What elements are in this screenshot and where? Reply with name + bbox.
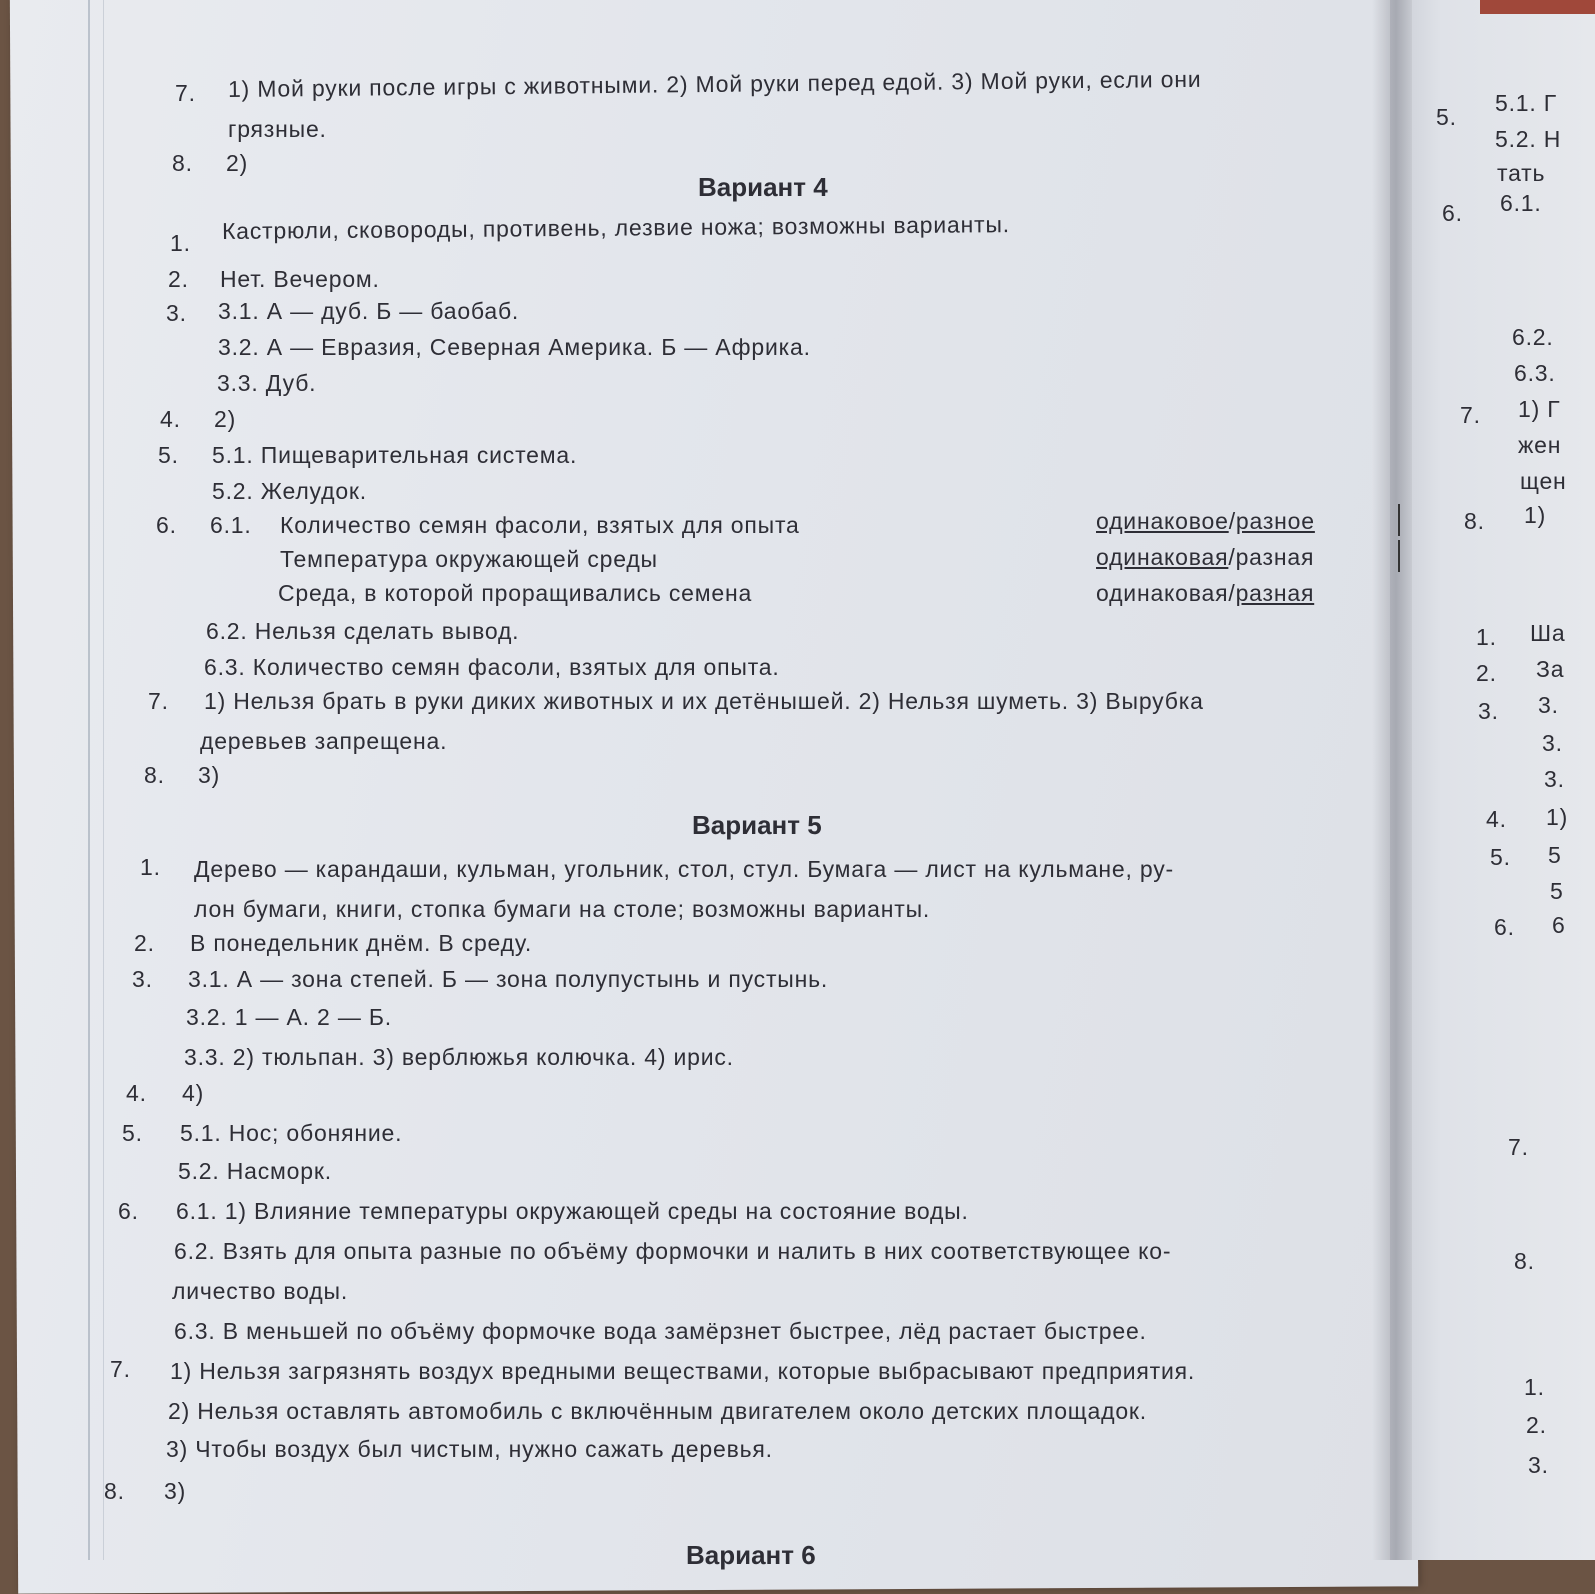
right-page-text: Ша <box>1530 620 1566 646</box>
right-page-text: 6. <box>1494 914 1515 940</box>
right-page-text: 5. <box>1436 104 1457 130</box>
answer-text: 3.2. А — Евразия, Северная Америка. Б — Африка. <box>218 334 811 360</box>
answer-text: 1) Мой руки после игры с животными. 2) Мой руки перед едой. 3) Мой руки, если они <box>227 65 1202 102</box>
answer-text: 5.2. Насморк. <box>178 1158 332 1184</box>
answer-text: 5.2. Желудок. <box>212 478 367 504</box>
answer-text: 3.3. Дуб. <box>217 370 317 396</box>
book-gutter <box>1372 0 1412 1560</box>
item-number: 2. <box>134 930 155 956</box>
right-page-text: 2. <box>1476 660 1497 686</box>
right-page-text: 5.1. Г <box>1495 90 1558 116</box>
answer-text: Дерево — карандаши, кульман, угольник, стол, стул. Бумага — лист на кульмане, ру- <box>194 856 1174 882</box>
table-row-label: Среда, в которой проращивались семена <box>278 580 753 606</box>
right-page-text: 1) Г <box>1518 396 1561 422</box>
right-page-text: 5.2. Н <box>1495 126 1562 152</box>
right-page-text: 1) <box>1524 502 1547 528</box>
answer-text: личество воды. <box>172 1278 349 1304</box>
answer-text: 2) Нельзя оставлять автомобиль с включённым двигателем около детских площадок. <box>168 1398 1147 1424</box>
answer-text: В понедельник днём. В среду. <box>190 930 533 956</box>
answer-text: 5.1. Пищеварительная система. <box>212 442 578 468</box>
right-page-text: 1) <box>1546 804 1569 830</box>
item-number: 6. <box>118 1198 139 1224</box>
right-page-text: 3. <box>1542 730 1563 756</box>
answer-text: 6.1. <box>210 512 252 538</box>
item-number: 8. <box>144 762 165 788</box>
answer-text: Нет. Вечером. <box>220 266 380 292</box>
answer-text: 3.3. 2) тюльпан. 3) верблюжья колючка. 4) ирис. <box>184 1044 734 1070</box>
table-row-options <box>1096 508 1315 535</box>
option: разная <box>1235 544 1315 570</box>
item-number: 2. <box>168 266 189 292</box>
option-selected: одинаковая <box>1096 544 1229 570</box>
table-row-options <box>1096 580 1314 607</box>
table-row-label: Количество семян фасоли, взятых для опыта <box>280 512 800 538</box>
answer-text: 3.1. А — дуб. Б — баобаб. <box>218 298 520 324</box>
right-page-text: 1. <box>1476 624 1497 650</box>
answer-text: грязные. <box>228 116 327 142</box>
item-number: 8. <box>104 1478 125 1504</box>
right-page-text: 7. <box>1460 402 1481 428</box>
answer-text: 1) Нельзя загрязнять воздух вредными веществами, которые выбрасывают предприятия. <box>170 1358 1196 1384</box>
table-row-label: Температура окружающей среды <box>280 546 658 572</box>
item-number: 5. <box>158 442 179 468</box>
item-number: 1. <box>170 230 191 256</box>
item-number: 8. <box>172 150 193 176</box>
item-number: 7. <box>175 80 196 106</box>
answer-text: 6.3. Количество семян фасоли, взятых для опыта. <box>204 654 780 680</box>
item-number: 5. <box>122 1120 143 1146</box>
sheet-edge-line-2 <box>103 0 104 1560</box>
right-page-text: 4. <box>1486 806 1507 832</box>
answer-text: 5.1. Нос; обоняние. <box>180 1120 403 1146</box>
answer-text: 1) Нельзя брать в руки диких животных и их детёнышей. 2) Нельзя шуметь. 3) Вырубка <box>204 688 1204 714</box>
answer-text: 3) <box>198 762 221 788</box>
right-page-text: 2. <box>1526 1412 1547 1438</box>
option-separator: / <box>1228 544 1236 570</box>
section-heading: Вариант 6 <box>686 1540 816 1570</box>
item-number: 4. <box>126 1080 147 1106</box>
answer-text: 6.2. Взять для опыта разные по объёму формочки и налить в них соответствующее ко- <box>174 1238 1172 1264</box>
answer-text: деревьев запрещена. <box>200 728 448 754</box>
right-page-text: 6.1. <box>1500 190 1542 216</box>
item-number: 4. <box>160 406 181 432</box>
table-row-options <box>1096 544 1314 571</box>
item-number: 3. <box>166 300 187 326</box>
answer-text: 3.1. А — зона степей. Б — зона полупустынь и пустынь. <box>188 966 829 992</box>
answer-text: 3) <box>164 1478 187 1504</box>
table-border <box>1398 540 1400 572</box>
section-heading: Вариант 4 <box>698 172 828 202</box>
right-page-text: 3. <box>1538 692 1559 718</box>
answer-text: 4) <box>182 1080 205 1106</box>
item-number: 1. <box>140 854 161 880</box>
right-page-text: 6 <box>1552 912 1566 938</box>
right-page-text: 8. <box>1514 1248 1535 1274</box>
answer-text: лон бумаги, книги, стопка бумаги на столе; возможны варианты. <box>194 896 931 922</box>
option-separator: / <box>1228 508 1236 534</box>
right-page-text: 8. <box>1464 508 1485 534</box>
answer-text: 3.2. 1 — А. 2 — Б. <box>186 1004 392 1030</box>
option-selected: разная <box>1235 580 1315 606</box>
item-number: 3. <box>132 966 153 992</box>
option-selected: одинаковое <box>1096 508 1229 534</box>
right-page-text: 5. <box>1490 844 1511 870</box>
answer-text: 2) <box>214 406 237 432</box>
sheet-edge-line <box>88 0 90 1560</box>
right-page-text: тать <box>1497 160 1546 186</box>
right-page-text: 6.3. <box>1514 360 1556 386</box>
right-page-text: 6. <box>1442 200 1463 226</box>
table-border <box>1398 504 1400 536</box>
section-heading: Вариант 5 <box>692 810 822 840</box>
right-page-text: 3. <box>1478 698 1499 724</box>
answer-text: 3) Чтобы воздух был чистым, нужно сажать деревья. <box>166 1436 773 1462</box>
right-page-text: 5 <box>1550 878 1564 904</box>
right-page-text: 1. <box>1524 1374 1545 1400</box>
answer-text: Кастрюли, сковороды, противень, лезвие ножа; возможны варианты. <box>221 211 1011 244</box>
right-page-text: 3. <box>1544 766 1565 792</box>
answer-text: 6.3. В меньшей по объёму формочке вода замёрзнет быстрее, лёд растает быстрее. <box>174 1318 1147 1344</box>
option: разное <box>1235 508 1315 534</box>
right-page-text: 7. <box>1508 1134 1529 1160</box>
answer-text: 2) <box>226 150 249 176</box>
right-page-text: 3. <box>1528 1452 1549 1478</box>
answer-text: 6.1. 1) Влияние температуры окружающей среды на состояние воды. <box>176 1198 969 1224</box>
right-page-text: 6.2. <box>1512 324 1554 350</box>
option-separator: / <box>1228 580 1236 606</box>
right-page-text: жен <box>1518 432 1562 458</box>
right-page-text: За <box>1536 656 1565 682</box>
answer-text: 6.2. Нельзя сделать вывод. <box>206 618 520 644</box>
item-number: 7. <box>110 1356 131 1382</box>
option: одинаковая <box>1096 580 1229 606</box>
table-background-strip <box>1480 0 1595 14</box>
right-page-text: щен <box>1520 468 1567 494</box>
item-number: 7. <box>148 688 169 714</box>
right-page-text: 5 <box>1548 842 1562 868</box>
item-number: 6. <box>156 512 177 538</box>
